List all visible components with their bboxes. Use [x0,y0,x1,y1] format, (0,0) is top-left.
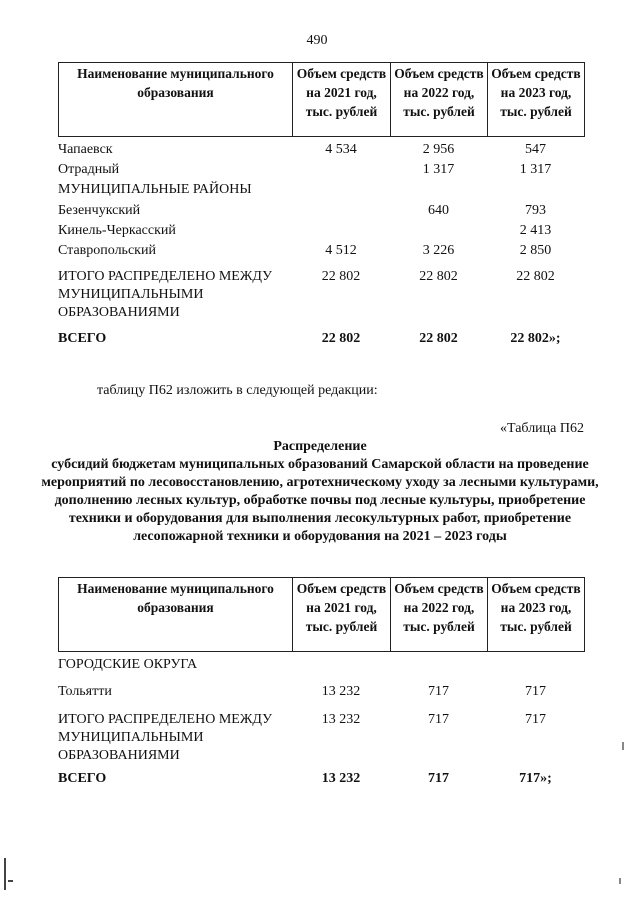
row-value-2021: 13 232 [321,771,361,786]
row-value-2022: 1 317 [422,162,455,177]
row-name: Тольятти [58,684,112,699]
row-value-2022: 2 956 [422,142,455,157]
row-value-2023: 2 850 [519,243,552,258]
page-number: 490 [306,33,328,48]
row-name: МУНИЦИПАЛЬНЫЕ РАЙОНЫ [58,182,252,197]
row-value-2023: 22 802 [516,269,555,284]
row-value-2022: 640 [428,203,449,218]
row-value-2022: 717 [428,712,449,727]
row-value-2022: 717 [428,684,449,699]
row-value-2023: 22 802»; [510,331,561,346]
scan-artifact [622,742,624,750]
table2-header [58,577,585,652]
row-value-2023: 717 [525,712,546,727]
row-value-2023: 1 317 [519,162,552,177]
row-name: Отрадный [58,162,120,177]
row-name: ВСЕГО [58,331,107,346]
row-name: Ставропольский [58,243,156,258]
table1-header-2023: Объем средств на 2023 год, тыс. рублей [488,63,585,137]
table2-header-2023: Объем средств на 2023 год, тыс. рублей [488,578,585,652]
row-name: ИТОГО РАСПРЕДЕЛЕНО МЕЖДУ МУНИЦИПАЛЬНЫМИ ОБРАЗОВАНИЯМИ [58,269,272,320]
row-value-2023: 717»; [519,771,552,786]
row-value-2023: 793 [525,203,546,218]
row-value-2022: 22 802 [419,331,458,346]
row-value-2021: 22 802 [321,269,361,284]
table2-header-2022: Объем средств на 2022 год, тыс. рублей [391,578,488,652]
table1-header [58,62,585,137]
row-value-2023: 717 [525,684,546,699]
table2-header-2021: Объем средств на 2021 год, тыс. рублей [293,578,391,652]
table2-header-name: Наименование муниципального образования [59,578,293,652]
table1-header-name: Наименование муниципального образования [59,63,293,137]
row-value-2023: 547 [525,142,546,157]
table1-header-2022: Объем средств на 2022 год, тыс. рублей [391,63,488,137]
row-name: Безенчукский [58,203,141,218]
instruction-text: таблицу П62 изложить в следующей редакции: [97,383,378,398]
scan-artifact [4,858,6,890]
scan-artifact [8,880,13,882]
table-heading [40,438,600,546]
row-value-2021: 4 512 [325,243,357,258]
row-value-2021: 13 232 [321,684,361,699]
heading-title: Распределение [273,439,367,454]
row-value-2022: 3 226 [422,243,455,258]
row-value-2022: 22 802 [419,269,458,284]
row-name: ИТОГО РАСПРЕДЕЛЕНО МЕЖДУ МУНИЦИПАЛЬНЫМИ ОБРАЗОВАНИЯМИ [58,712,272,763]
row-value-2021: 22 802 [321,331,361,346]
row-name: ГОРОДСКИЕ ОКРУГА [58,657,198,672]
row-value-2022: 717 [428,771,449,786]
row-value-2021: 4 534 [325,142,357,157]
row-name: ВСЕГО [58,771,107,786]
row-name: Чапаевск [58,142,113,157]
table-label: «Таблица П62 [500,421,584,436]
heading-subtitle: субсидий бюджетам муниципальных образований Самарской области на проведение мероприятий по лесовосстановлению, агротехническому уходу за лесными культурами, дополнению лесных культур, обработке почвы под лесные культуры, приобретение техники и оборудования для выполнения лесокультурных работ, приобретение лесопожарной техники и оборудования на 2021 – 2023 годы [41,457,599,544]
row-name: Кинель-Черкасский [58,223,176,238]
table1-header-2021: Объем средств на 2021 год, тыс. рублей [293,63,391,137]
row-value-2021: 13 232 [321,712,361,727]
row-value-2023: 2 413 [519,223,552,238]
scan-artifact [619,878,621,884]
